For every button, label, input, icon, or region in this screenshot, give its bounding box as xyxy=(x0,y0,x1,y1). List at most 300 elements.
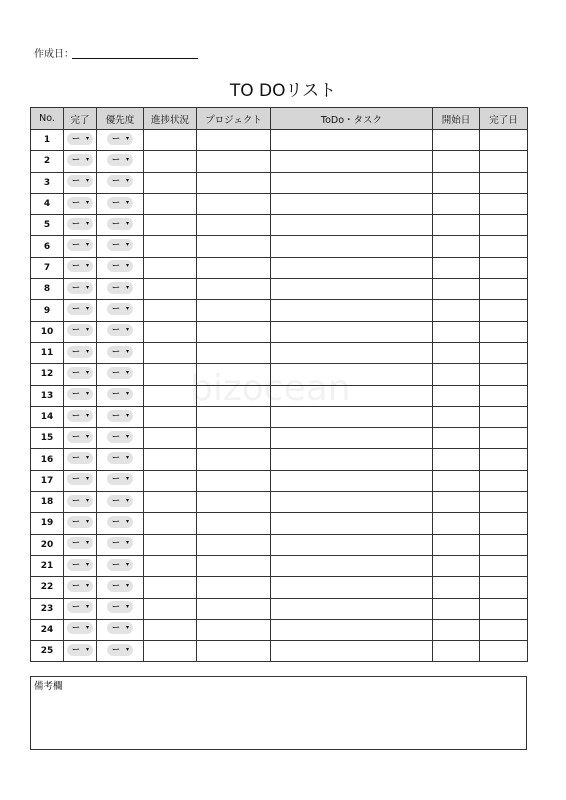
progress-cell[interactable] xyxy=(144,513,197,534)
project-cell[interactable] xyxy=(197,236,271,257)
row-number: 8 xyxy=(31,279,64,300)
task-cell[interactable] xyxy=(271,172,433,193)
done-dropdown[interactable] xyxy=(67,367,93,379)
task-cell[interactable] xyxy=(271,130,433,151)
priority-cell xyxy=(97,406,144,427)
done-dropdown[interactable] xyxy=(67,495,93,507)
table-row xyxy=(31,534,528,555)
start-date-cell[interactable] xyxy=(433,428,480,449)
done-cell xyxy=(64,449,97,470)
done-dropdown[interactable] xyxy=(67,175,93,187)
task-cell[interactable] xyxy=(271,598,433,619)
table-row xyxy=(31,342,528,363)
priority-cell xyxy=(97,279,144,300)
done-dropdown[interactable] xyxy=(67,218,93,230)
col-project: プロジェクト xyxy=(197,108,271,130)
progress-cell[interactable] xyxy=(144,151,197,172)
done-cell xyxy=(64,428,97,449)
start-date-cell[interactable] xyxy=(433,513,480,534)
created-date-line[interactable] xyxy=(72,58,198,59)
priority-cell xyxy=(97,555,144,576)
project-cell[interactable] xyxy=(197,364,271,385)
end-date-cell[interactable] xyxy=(480,151,528,172)
col-done: 完了 xyxy=(64,108,97,130)
project-cell[interactable] xyxy=(197,193,271,214)
table-row xyxy=(31,406,528,427)
row-number: 23 xyxy=(31,598,64,619)
progress-cell[interactable] xyxy=(144,385,197,406)
progress-cell[interactable] xyxy=(144,641,197,662)
done-cell xyxy=(64,321,97,342)
priority-dropdown[interactable] xyxy=(107,303,133,315)
progress-cell[interactable] xyxy=(144,470,197,491)
priority-dropdown[interactable] xyxy=(107,601,133,613)
dropdown-value: ー xyxy=(72,304,80,314)
task-cell[interactable] xyxy=(271,279,433,300)
priority-dropdown[interactable] xyxy=(107,580,133,592)
priority-dropdown[interactable] xyxy=(107,197,133,209)
progress-cell[interactable] xyxy=(144,193,197,214)
table-row xyxy=(31,598,528,619)
created-date-field xyxy=(34,45,74,60)
chevron-down-icon: ▾ xyxy=(85,368,89,376)
task-cell[interactable] xyxy=(271,321,433,342)
start-date-cell[interactable] xyxy=(433,151,480,172)
priority-dropdown[interactable] xyxy=(107,537,133,549)
start-date-cell[interactable] xyxy=(433,492,480,513)
priority-dropdown[interactable] xyxy=(107,452,133,464)
done-dropdown[interactable] xyxy=(67,537,93,549)
task-cell[interactable] xyxy=(271,385,433,406)
start-date-cell[interactable] xyxy=(433,555,480,576)
end-date-cell[interactable] xyxy=(480,619,528,640)
col-end-date: 完了日 xyxy=(480,108,528,130)
priority-cell xyxy=(97,577,144,598)
project-cell[interactable] xyxy=(197,279,271,300)
priority-dropdown[interactable] xyxy=(107,516,133,528)
table-row xyxy=(31,364,528,385)
priority-dropdown[interactable] xyxy=(107,644,133,656)
start-date-cell[interactable] xyxy=(433,619,480,640)
end-date-cell[interactable] xyxy=(480,130,528,151)
task-cell[interactable] xyxy=(271,513,433,534)
project-cell[interactable] xyxy=(197,428,271,449)
project-cell[interactable] xyxy=(197,598,271,619)
done-cell xyxy=(64,406,97,427)
chevron-down-icon: ▾ xyxy=(85,134,89,142)
chevron-down-icon: ▾ xyxy=(85,198,89,206)
row-number: 18 xyxy=(31,492,64,513)
project-cell[interactable] xyxy=(197,406,271,427)
chevron-down-icon: ▾ xyxy=(85,241,89,249)
project-cell[interactable] xyxy=(197,513,271,534)
task-cell[interactable] xyxy=(271,619,433,640)
chevron-down-icon: ▾ xyxy=(85,347,89,355)
task-cell[interactable] xyxy=(271,257,433,278)
progress-cell[interactable] xyxy=(144,534,197,555)
done-dropdown[interactable] xyxy=(67,388,93,400)
priority-dropdown[interactable] xyxy=(107,154,133,166)
end-date-cell[interactable] xyxy=(480,598,528,619)
priority-cell xyxy=(97,364,144,385)
remarks-box[interactable] xyxy=(30,676,527,750)
row-number: 11 xyxy=(31,342,64,363)
chevron-down-icon: ▾ xyxy=(85,219,89,227)
project-cell[interactable] xyxy=(197,492,271,513)
row-number: 24 xyxy=(31,619,64,640)
end-date-cell[interactable] xyxy=(480,449,528,470)
task-cell[interactable] xyxy=(271,470,433,491)
task-cell[interactable] xyxy=(271,534,433,555)
priority-cell xyxy=(97,492,144,513)
row-number: 9 xyxy=(31,300,64,321)
chevron-down-icon: ▾ xyxy=(125,603,129,611)
chevron-down-icon: ▾ xyxy=(85,305,89,313)
chevron-down-icon: ▾ xyxy=(85,155,89,163)
dropdown-value: ー xyxy=(112,367,120,377)
done-dropdown[interactable] xyxy=(67,260,93,272)
project-cell[interactable] xyxy=(197,577,271,598)
dropdown-value: ー xyxy=(112,516,120,526)
dropdown-value: ー xyxy=(72,453,80,463)
project-cell[interactable] xyxy=(197,321,271,342)
project-cell[interactable] xyxy=(197,534,271,555)
project-cell[interactable] xyxy=(197,385,271,406)
row-number: 19 xyxy=(31,513,64,534)
table-row xyxy=(31,513,528,534)
chevron-down-icon: ▾ xyxy=(85,262,89,270)
priority-cell xyxy=(97,321,144,342)
row-number: 10 xyxy=(31,321,64,342)
end-date-cell[interactable] xyxy=(480,342,528,363)
priority-cell xyxy=(97,300,144,321)
done-cell xyxy=(64,641,97,662)
chevron-down-icon: ▾ xyxy=(85,560,89,568)
dropdown-value: ー xyxy=(112,431,120,441)
row-number: 6 xyxy=(31,236,64,257)
done-dropdown[interactable] xyxy=(67,644,93,656)
start-date-cell[interactable] xyxy=(433,470,480,491)
dropdown-value: ー xyxy=(112,559,120,569)
done-dropdown[interactable] xyxy=(67,431,93,443)
done-cell xyxy=(64,257,97,278)
end-date-cell[interactable] xyxy=(480,172,528,193)
priority-dropdown[interactable] xyxy=(107,622,133,634)
progress-cell[interactable] xyxy=(144,321,197,342)
priority-dropdown[interactable] xyxy=(107,559,133,571)
end-date-cell[interactable] xyxy=(480,555,528,576)
progress-cell[interactable] xyxy=(144,236,197,257)
start-date-cell[interactable] xyxy=(433,641,480,662)
task-cell[interactable] xyxy=(271,492,433,513)
priority-dropdown[interactable] xyxy=(107,282,133,294)
done-cell xyxy=(64,555,97,576)
start-date-cell[interactable] xyxy=(433,193,480,214)
done-cell xyxy=(64,236,97,257)
progress-cell[interactable] xyxy=(144,215,197,236)
chevron-down-icon: ▾ xyxy=(85,432,89,440)
task-cell[interactable] xyxy=(271,151,433,172)
start-date-cell[interactable] xyxy=(433,279,480,300)
watermark: bizocean xyxy=(190,368,351,409)
done-dropdown[interactable] xyxy=(67,197,93,209)
chevron-down-icon: ▾ xyxy=(85,283,89,291)
table-row xyxy=(31,279,528,300)
chevron-down-icon: ▾ xyxy=(125,155,129,163)
task-cell[interactable] xyxy=(271,577,433,598)
priority-dropdown[interactable] xyxy=(107,410,133,422)
task-cell[interactable] xyxy=(271,236,433,257)
progress-cell[interactable] xyxy=(144,555,197,576)
priority-dropdown[interactable] xyxy=(107,495,133,507)
done-cell xyxy=(64,534,97,555)
chevron-down-icon: ▾ xyxy=(125,454,129,462)
dropdown-value: ー xyxy=(72,538,80,548)
project-cell[interactable] xyxy=(197,470,271,491)
dropdown-value: ー xyxy=(72,282,80,292)
row-number: 12 xyxy=(31,364,64,385)
dropdown-value: ー xyxy=(112,346,120,356)
priority-cell xyxy=(97,130,144,151)
chevron-down-icon: ▾ xyxy=(125,262,129,270)
done-dropdown[interactable] xyxy=(67,239,93,251)
chevron-down-icon: ▾ xyxy=(125,390,129,398)
row-number: 14 xyxy=(31,406,64,427)
chevron-down-icon: ▾ xyxy=(125,368,129,376)
chevron-down-icon: ▾ xyxy=(85,624,89,632)
priority-cell xyxy=(97,449,144,470)
dropdown-value: ー xyxy=(112,197,120,207)
priority-dropdown[interactable] xyxy=(107,388,133,400)
project-cell[interactable] xyxy=(197,130,271,151)
progress-cell[interactable] xyxy=(144,619,197,640)
col-no: No. xyxy=(31,108,64,130)
dropdown-value: ー xyxy=(72,325,80,335)
done-cell xyxy=(64,172,97,193)
priority-dropdown[interactable] xyxy=(107,367,133,379)
chevron-down-icon: ▾ xyxy=(85,177,89,185)
priority-dropdown[interactable] xyxy=(107,260,133,272)
done-dropdown[interactable] xyxy=(67,601,93,613)
start-date-cell[interactable] xyxy=(433,534,480,555)
progress-cell[interactable] xyxy=(144,364,197,385)
project-cell[interactable] xyxy=(197,151,271,172)
priority-dropdown[interactable] xyxy=(107,133,133,145)
dropdown-value: ー xyxy=(112,240,120,250)
project-cell[interactable] xyxy=(197,300,271,321)
project-cell[interactable] xyxy=(197,449,271,470)
project-cell[interactable] xyxy=(197,641,271,662)
progress-cell[interactable] xyxy=(144,492,197,513)
start-date-cell[interactable] xyxy=(433,406,480,427)
task-cell[interactable] xyxy=(271,342,433,363)
progress-cell[interactable] xyxy=(144,406,197,427)
progress-cell[interactable] xyxy=(144,300,197,321)
progress-cell[interactable] xyxy=(144,342,197,363)
done-dropdown[interactable] xyxy=(67,154,93,166)
dropdown-value: ー xyxy=(112,580,120,590)
task-cell[interactable] xyxy=(271,300,433,321)
dropdown-value: ー xyxy=(112,538,120,548)
chevron-down-icon: ▾ xyxy=(125,432,129,440)
row-number: 2 xyxy=(31,151,64,172)
dropdown-value: ー xyxy=(112,133,120,143)
project-cell[interactable] xyxy=(197,342,271,363)
table-row xyxy=(31,619,528,640)
dropdown-value: ー xyxy=(112,623,120,633)
table-row xyxy=(31,172,528,193)
chevron-down-icon: ▾ xyxy=(125,198,129,206)
start-date-cell[interactable] xyxy=(433,449,480,470)
end-date-cell[interactable] xyxy=(480,641,528,662)
start-date-cell[interactable] xyxy=(433,130,480,151)
start-date-cell[interactable] xyxy=(433,385,480,406)
task-cell[interactable] xyxy=(271,555,433,576)
table-row xyxy=(31,470,528,491)
task-cell[interactable] xyxy=(271,428,433,449)
end-date-cell[interactable] xyxy=(480,300,528,321)
table-row xyxy=(31,151,528,172)
end-date-cell[interactable] xyxy=(480,193,528,214)
dropdown-value: ー xyxy=(72,133,80,143)
table-row xyxy=(31,215,528,236)
table-row xyxy=(31,257,528,278)
end-date-cell[interactable] xyxy=(480,513,528,534)
done-dropdown[interactable] xyxy=(67,452,93,464)
row-number: 20 xyxy=(31,534,64,555)
project-cell[interactable] xyxy=(197,257,271,278)
chevron-down-icon: ▾ xyxy=(125,475,129,483)
end-date-cell[interactable] xyxy=(480,577,528,598)
progress-cell[interactable] xyxy=(144,172,197,193)
dropdown-value: ー xyxy=(112,410,120,420)
end-date-cell[interactable] xyxy=(480,406,528,427)
start-date-cell[interactable] xyxy=(433,172,480,193)
task-cell[interactable] xyxy=(271,364,433,385)
dropdown-value: ー xyxy=(72,644,80,654)
done-cell xyxy=(64,364,97,385)
done-cell xyxy=(64,215,97,236)
dropdown-value: ー xyxy=(72,218,80,228)
end-date-cell[interactable] xyxy=(480,236,528,257)
task-cell[interactable] xyxy=(271,406,433,427)
priority-cell xyxy=(97,513,144,534)
task-cell[interactable] xyxy=(271,215,433,236)
dropdown-value: ー xyxy=(72,197,80,207)
priority-cell xyxy=(97,257,144,278)
done-dropdown[interactable] xyxy=(67,410,93,422)
start-date-cell[interactable] xyxy=(433,321,480,342)
row-number: 13 xyxy=(31,385,64,406)
progress-cell[interactable] xyxy=(144,130,197,151)
end-date-cell[interactable] xyxy=(480,534,528,555)
end-date-cell[interactable] xyxy=(480,279,528,300)
row-number: 5 xyxy=(31,215,64,236)
task-cell[interactable] xyxy=(271,641,433,662)
end-date-cell[interactable] xyxy=(480,385,528,406)
progress-cell[interactable] xyxy=(144,598,197,619)
priority-cell xyxy=(97,215,144,236)
done-dropdown[interactable] xyxy=(67,559,93,571)
done-dropdown[interactable] xyxy=(67,133,93,145)
task-cell[interactable] xyxy=(271,193,433,214)
start-date-cell[interactable] xyxy=(433,364,480,385)
dropdown-value: ー xyxy=(112,261,120,271)
dropdown-value: ー xyxy=(112,325,120,335)
priority-dropdown[interactable] xyxy=(107,175,133,187)
priority-dropdown[interactable] xyxy=(107,218,133,230)
done-dropdown[interactable] xyxy=(67,580,93,592)
chevron-down-icon: ▾ xyxy=(85,454,89,462)
done-dropdown[interactable] xyxy=(67,473,93,485)
start-date-cell[interactable] xyxy=(433,577,480,598)
end-date-cell[interactable] xyxy=(480,428,528,449)
progress-cell[interactable] xyxy=(144,428,197,449)
row-number: 21 xyxy=(31,555,64,576)
start-date-cell[interactable] xyxy=(433,342,480,363)
priority-dropdown[interactable] xyxy=(107,431,133,443)
priority-dropdown[interactable] xyxy=(107,239,133,251)
done-dropdown[interactable] xyxy=(67,346,93,358)
priority-cell xyxy=(97,428,144,449)
dropdown-value: ー xyxy=(112,389,120,399)
progress-cell[interactable] xyxy=(144,257,197,278)
chevron-down-icon: ▾ xyxy=(125,581,129,589)
start-date-cell[interactable] xyxy=(433,215,480,236)
end-date-cell[interactable] xyxy=(480,470,528,491)
table-header-row xyxy=(31,108,528,130)
task-cell[interactable] xyxy=(271,449,433,470)
done-dropdown[interactable] xyxy=(67,622,93,634)
end-date-cell[interactable] xyxy=(480,364,528,385)
chevron-down-icon: ▾ xyxy=(125,219,129,227)
end-date-cell[interactable] xyxy=(480,321,528,342)
done-dropdown[interactable] xyxy=(67,303,93,315)
progress-cell[interactable] xyxy=(144,577,197,598)
chevron-down-icon: ▾ xyxy=(125,177,129,185)
project-cell[interactable] xyxy=(197,619,271,640)
dropdown-value: ー xyxy=(72,410,80,420)
row-number: 4 xyxy=(31,193,64,214)
done-dropdown[interactable] xyxy=(67,282,93,294)
done-cell xyxy=(64,492,97,513)
priority-dropdown[interactable] xyxy=(107,346,133,358)
priority-dropdown[interactable] xyxy=(107,324,133,336)
project-cell[interactable] xyxy=(197,555,271,576)
done-dropdown[interactable] xyxy=(67,324,93,336)
end-date-cell[interactable] xyxy=(480,215,528,236)
start-date-cell[interactable] xyxy=(433,236,480,257)
end-date-cell[interactable] xyxy=(480,257,528,278)
end-date-cell[interactable] xyxy=(480,492,528,513)
project-cell[interactable] xyxy=(197,215,271,236)
progress-cell[interactable] xyxy=(144,449,197,470)
dropdown-value: ー xyxy=(72,176,80,186)
project-cell[interactable] xyxy=(197,172,271,193)
done-dropdown[interactable] xyxy=(67,516,93,528)
chevron-down-icon: ▾ xyxy=(125,539,129,547)
chevron-down-icon: ▾ xyxy=(125,624,129,632)
created-date-label: 作成日： xyxy=(34,49,74,60)
progress-cell[interactable] xyxy=(144,279,197,300)
chevron-down-icon: ▾ xyxy=(85,603,89,611)
priority-dropdown[interactable] xyxy=(107,473,133,485)
start-date-cell[interactable] xyxy=(433,598,480,619)
dropdown-value: ー xyxy=(72,602,80,612)
start-date-cell[interactable] xyxy=(433,300,480,321)
start-date-cell[interactable] xyxy=(433,257,480,278)
dropdown-value: ー xyxy=(112,176,120,186)
